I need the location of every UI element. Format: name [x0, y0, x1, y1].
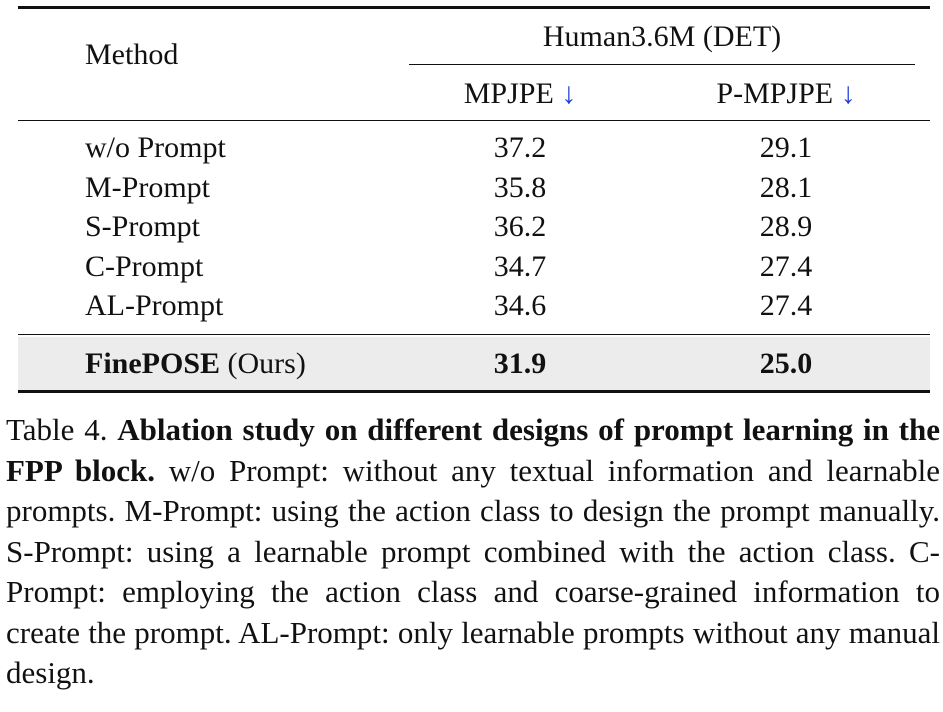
row-method: C-Prompt [85, 250, 204, 283]
row-mpjpe: 34.7 [493, 250, 547, 283]
row-pmpjpe: 27.4 [759, 289, 813, 322]
row-mpjpe: 37.2 [493, 131, 547, 164]
row-mpjpe: 34.6 [493, 289, 547, 322]
dataset-header: Human3.6M (DET) [542, 20, 782, 53]
mpjpe-header-label: MPJPE [463, 77, 554, 110]
top-rule [18, 6, 930, 9]
down-arrow-icon: ↓ [840, 77, 856, 110]
header-rule [18, 120, 930, 121]
mpjpe-header [464, 76, 577, 112]
row-mpjpe: 35.8 [493, 171, 547, 204]
bottom-rule [18, 390, 930, 393]
ours-rule [18, 334, 930, 335]
pmpjpe-header-label: P-MPJPE [716, 77, 834, 110]
caption-title: Ablation study on different designs of prompt learning in the FPP block. [6, 412, 941, 488]
row-pmpjpe: 28.1 [759, 171, 813, 204]
ours-mpjpe: 31.9 [493, 347, 547, 380]
row-pmpjpe: 28.9 [759, 210, 813, 243]
row-pmpjpe: 29.1 [759, 131, 813, 164]
row-pmpjpe: 27.4 [759, 250, 813, 283]
caption-body: w/o Prompt: without any textual information and learnable prompts. M-Prompt: using the action class to design the prompt manually. S-Prompt: using a learnable prompt combined with the action class. C-Prompt: employing the action class and coarse-grained information to create the prompt. AL-Prompt: only learnable prompts without any manual design. [6, 452, 940, 690]
row-method: AL-Prompt [85, 289, 224, 322]
ours-method-suffix: (Ours) [220, 347, 306, 380]
row-method: M-Prompt [85, 171, 211, 204]
pmpjpe-header [716, 76, 855, 112]
ours-pmpjpe: 25.0 [759, 347, 813, 380]
row-mpjpe: 36.2 [493, 210, 547, 243]
row-method: w/o Prompt [85, 131, 226, 164]
dataset-underline [409, 64, 915, 65]
ours-method-name: FinePOSE [85, 347, 221, 380]
down-arrow-icon: ↓ [561, 77, 577, 110]
row-method: S-Prompt [85, 210, 201, 243]
method-header: Method [85, 38, 179, 71]
table-caption [6, 410, 940, 694]
ours-method [85, 346, 306, 382]
caption-label: Table 4. [6, 412, 118, 447]
